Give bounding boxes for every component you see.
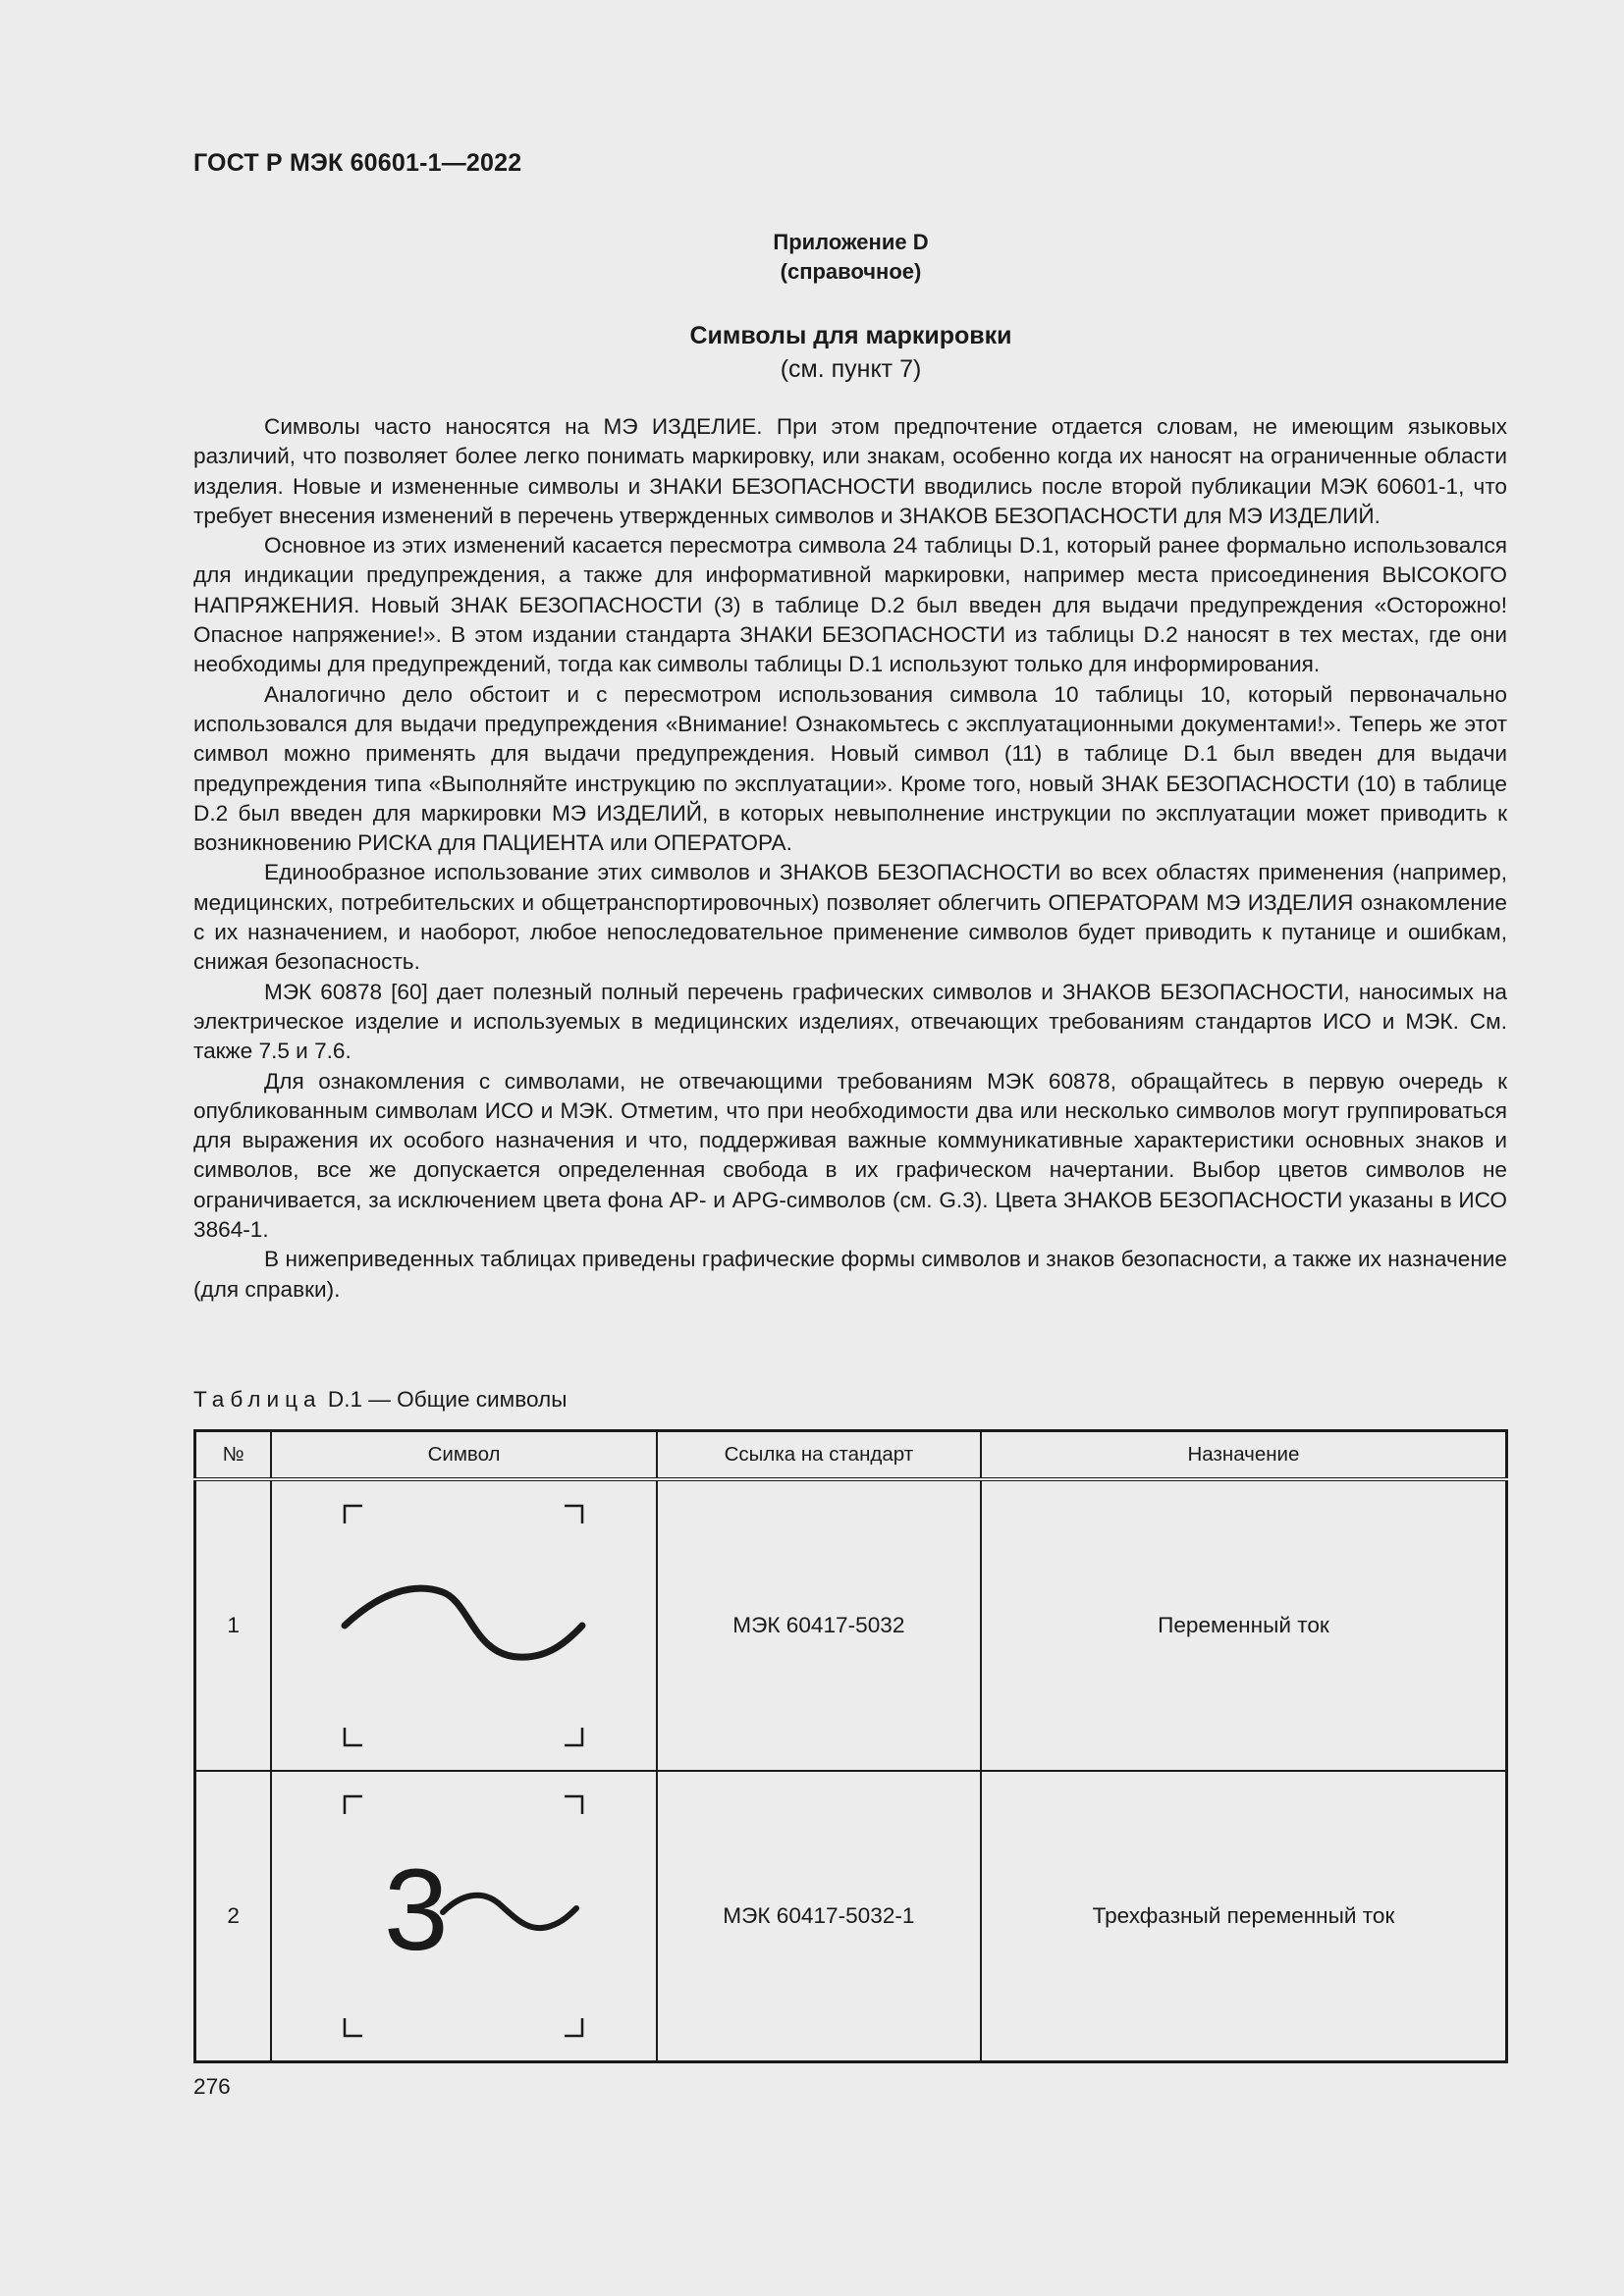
document-code: ГОСТ Р МЭК 60601-1—2022 bbox=[193, 149, 522, 177]
three-phase-digit: 3 bbox=[383, 1845, 449, 1975]
table-caption-text: D.1 — Общие символы bbox=[327, 1387, 568, 1412]
table-caption-word: Таблица bbox=[193, 1387, 322, 1412]
paragraph: Единообразное использование этих символов и ЗНАКОВ БЕЗОПАСНОСТИ во всех областях применения (например, медицинских, потребительских и общетранспортировочных) позволяет облегчить ОПЕРАТОРАМ МЭ ИЗДЕЛИЯ ознакомление с их назначением, и наоборот, любое непоследовательное применение символов будет приводить к путанице и ошибкам, снижая безопасность. bbox=[193, 860, 1507, 975]
annex-title-block bbox=[0, 319, 1624, 386]
header-symbol: Символ bbox=[271, 1431, 657, 1480]
row-number: 2 bbox=[195, 1771, 272, 2062]
symbol-cell bbox=[271, 1479, 657, 1771]
header-number: № bbox=[195, 1431, 272, 1480]
alternating-current-icon bbox=[337, 1498, 592, 1753]
row-number: 1 bbox=[195, 1479, 272, 1771]
row-purpose: Переменный ток bbox=[981, 1479, 1507, 1771]
annex-name: Приложение D bbox=[773, 230, 929, 254]
table-header-row bbox=[195, 1431, 1507, 1480]
paragraph: В нижеприведенных таблицах приведены графические формы символов и знаков безопасности, а также их назначение (для справки). bbox=[193, 1247, 1507, 1302]
annex-heading bbox=[0, 228, 1624, 287]
paragraph: Для ознакомления с символами, не отвечающими требованиям МЭК 60878, обращайтесь в первую очередь к опубликованным символам ИСО и МЭК. Отметим, что при необходимости два или несколько символов могут группироваться для выражения их особого назначения и что, поддерживая важные коммуникативные характеристики основных знаков и символов, все же допускается определенная свобода в их графическом начертании. Выбор цветов символов не ограничивается, за исключением цвета фона AP- и APG-символов (см. G.3). Цвета ЗНАКОВ БЕЗОПАСНОСТИ указаны в ИСО 3864-1. bbox=[193, 1068, 1507, 1243]
paragraph: Основное из этих изменений касается пересмотра символа 24 таблицы D.1, который ранее формально использовался для индикации предупреждения, а также для информативной маркировки, например места присоединения ВЫСОКОГО НАПРЯЖЕНИЯ. Новый ЗНАК БЕЗОПАСНОСТИ (3) в таблице D.2 был введен для выдачи предупреждения «Осторожно! Опасное напряжение!». В этом издании стандарта ЗНАКИ БЕЗОПАСНОСТИ из таблицы D.2 наносят в тех местах, где они необходимы для предупреждений, тогда как символы таблицы D.1 используют только для информирования. bbox=[193, 533, 1507, 677]
row-reference: МЭК 60417-5032 bbox=[657, 1479, 981, 1771]
page-number: 276 bbox=[193, 2074, 231, 2099]
body-text bbox=[193, 412, 1507, 1305]
symbol-cell bbox=[271, 1771, 657, 2062]
three-phase-ac-icon bbox=[337, 1789, 592, 2044]
annex-reference: (см. пункт 7) bbox=[780, 355, 922, 383]
paragraph: МЭК 60878 [60] дает полезный полный перечень графических символов и ЗНАКОВ БЕЗОПАСНОСТИ, наносимых на электрическое изделие и используемых в медицинских изделиях, отвечающих требованиям стандартов ИСО и МЭК. См. также 7.5 и 7.6. bbox=[193, 979, 1507, 1064]
row-purpose: Трехфазный переменный ток bbox=[981, 1771, 1507, 2062]
annex-title: Символы для маркировки bbox=[689, 322, 1012, 349]
paragraph: Аналогично дело обстоит и с пересмотром использования символа 10 таблицы 10, который первоначально использовался для выдачи предупреждения «Внимание! Ознакомьтесь с эксплуатационными документами!». Теперь же этот символ можно применять для выдачи предупреждения. Новый символ (11) в таблице D.1 был введен для выдачи предупреждения типа «Выполняйте инструкцию по эксплуатации». Кроме того, новый ЗНАК БЕЗОПАСНОСТИ (10) в таблице D.2 был введен для маркировки МЭ ИЗДЕЛИЙ, в которых невыполнение инструкции по эксплуатации может приводить к возникновению РИСКА для ПАЦИЕНТА или ОПЕРАТОРА. bbox=[193, 681, 1507, 856]
symbols-table bbox=[193, 1429, 1508, 2063]
table-caption bbox=[193, 1387, 567, 1413]
header-reference: Ссылка на стандарт bbox=[657, 1431, 981, 1480]
paragraph: Символы часто наносятся на МЭ ИЗДЕЛИЕ. При этом предпочтение отдается словам, не имеющим языковых различий, что позволяет более легко понимать маркировку, или знакам, особенно когда их наносят на ограниченные области изделия. Новые и измененные символы и ЗНАКИ БЕЗОПАСНОСТИ вводились после второй публикации МЭК 60601-1, что требует внесения изменений в перечень утвержденных символов и ЗНАКОВ БЕЗОПАСНОСТИ для МЭ ИЗДЕЛИЙ. bbox=[193, 414, 1507, 528]
header-purpose: Назначение bbox=[981, 1431, 1507, 1480]
annex-status: (справочное) bbox=[780, 259, 922, 284]
row-reference: МЭК 60417-5032-1 bbox=[657, 1771, 981, 2062]
table-row bbox=[195, 1479, 1507, 1771]
table-row bbox=[195, 1771, 1507, 2062]
